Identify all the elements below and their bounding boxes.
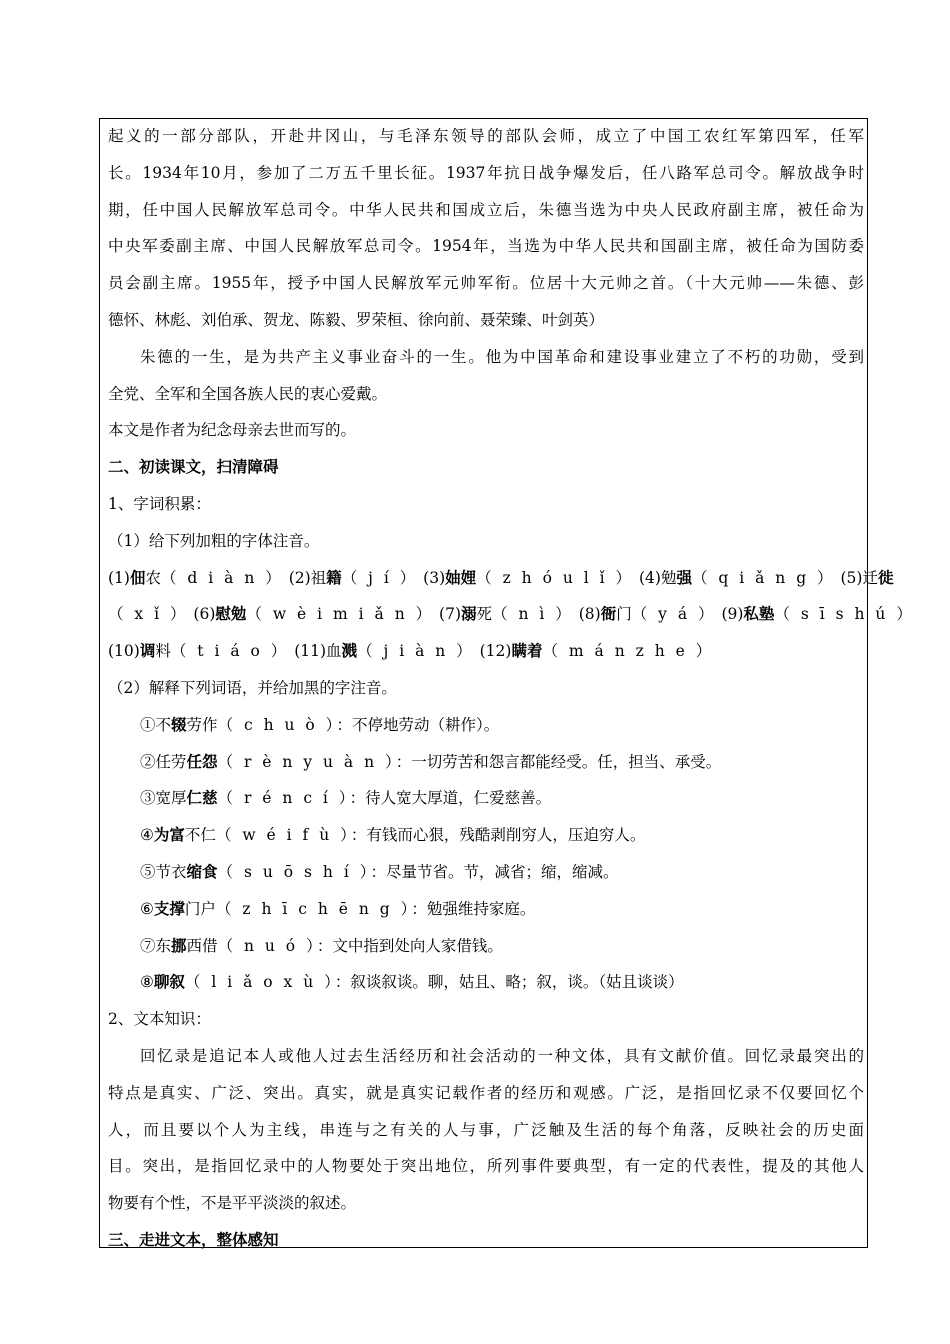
subheading-knowledge: 2、文本知识： [108, 1010, 211, 1029]
knowledge-line: 物要有个性，不是平平淡淡的叙述。 [108, 1194, 357, 1213]
vocab-item: ④为富不仁（ w é i f ù ）：有钱而心狠，残酷剥削穷人，压迫穷人。 [140, 825, 646, 845]
bio-line: 员会副主席。1955年，授予中国人民解放军元帅军衔。位居十大元帅之首。（十大元帅——朱德、彭 [108, 274, 864, 293]
bio-line: 中央军委副主席、中国人民解放军总司令。1954年，当选为中华人民共和国副主席，被任命为国防委 [108, 237, 864, 256]
knowledge-line: 目。突出，是指回忆录中的人物要处于突出地位，所列事件要典型，有一定的代表性，提及的其他人 [108, 1157, 864, 1176]
vocab-item: ⑧聊叙（ l i ǎ o x ù ）：叙谈叙谈。聊，姑且、略；叙，谈。（姑且谈谈） [140, 972, 684, 992]
pinyin-item: （ x ǐ ） [108, 605, 189, 624]
question-1: （1）给下列加粗的字体注音。 [108, 531, 320, 550]
bio-line: 朱德的一生，是为共产主义事业奋斗的一生。他为中国革命和建设事业建立了不朽的功勋，受到 [140, 347, 864, 366]
vocab-item: ⑦东挪西借（ n u ó ）：文中指到处向人家借钱。 [140, 935, 503, 955]
pinyin-item: (6)慰勉（ w è i m i ǎ n ） [193, 604, 435, 624]
vocab-item: ①不辍劳作（ c h u ò ）：不停地劳动（耕作）。 [140, 714, 500, 734]
pinyin-row [108, 633, 864, 670]
pinyin-item: (7)溺死（ n ì ） [439, 604, 574, 624]
pinyin-item: (12)瞒着（ m á n z h e ） [479, 641, 715, 661]
document-content [108, 118, 915, 1259]
bio-line: 期，任中国人民解放军总司令。中华人民共和国成立后，朱德当选为中央人民政府副主席，被任命为 [108, 200, 864, 219]
knowledge-line: 回忆录是追记本人或他人过去生活经历和社会活动的一种文体，具有文献价值。回忆录最突出的 [140, 1046, 864, 1065]
pinyin-item: (2)祖籍（ j í ） [288, 567, 419, 587]
vocab-item: ③宽厚仁慈（ r é n c í ）：待人宽大厚道，仁爱慈善。 [140, 788, 552, 808]
purpose-line: 本文是作者为纪念母亲去世而写的。 [108, 421, 357, 440]
knowledge-line: 特点是真实、广泛、突出。真实，就是真实记载作者的经历和观感。广泛，是指回忆录不仅要回忆个 [108, 1083, 864, 1102]
vocab-item: ②任劳任怨（ r è n y u à n ）：一切劳苦和怨言都能经受。任，担当、承受。 [140, 751, 722, 771]
subheading-vocab: 1、字词积累： [108, 494, 211, 513]
pinyin-item: (8)衙门（ y á ） [578, 604, 717, 624]
bio-line: 全党、全军和全国各族人民的衷心爱戴。 [108, 384, 388, 403]
bio-line: 起义的一部分部队，开赴井冈山，与毛泽东领导的部队会师，成立了中国工农红军第四军，任军 [108, 127, 864, 145]
pinyin-item: (5)迁徙 [840, 567, 894, 587]
question-2: （2）解释下列词语，并给加黑的字注音。 [108, 678, 397, 697]
pinyin-item: (4)勉强（ q i ǎ n g ） [638, 567, 836, 587]
pinyin-item: (9)私塾（ s ī s h ú ） [721, 604, 915, 624]
pinyin-item: (1)佃农（ d i à n ） [108, 567, 284, 587]
pinyin-item: (3)妯娌（ z h ó u l ǐ ） [423, 567, 635, 587]
knowledge-line: 人，而且要以个人为主线，串连与之有关的人与事，广泛触及生活的每个角落，反映社会的历史面 [108, 1120, 864, 1139]
bio-line: 德怀、林彪、刘伯承、贺龙、陈毅、罗荣桓、徐向前、聂荣臻、叶剑英） [108, 310, 605, 329]
pinyin-item: (10)调料（ t i á o ） [108, 641, 290, 661]
pinyin-row [108, 596, 915, 633]
pinyin-item: (11)血溅（ j i à n ） [294, 641, 475, 661]
section-2-heading: 二、初读课文，扫清障碍 [108, 457, 279, 477]
pinyin-row [108, 560, 894, 597]
section-3-heading: 三、走进文本，整体感知 [108, 1229, 279, 1249]
bio-line: 长。1934年10月，参加了二万五千里长征。1937年抗日战争爆发后，任八路军总司令。解放战争时 [108, 163, 864, 182]
vocab-item: ⑤节衣缩食（ s u ō s h í ）：尽量节省。节，减省；缩，缩减。 [140, 861, 619, 881]
vocab-item: ⑥支撑门户（ z h ī c h ē n g ）：勉强维持家庭。 [140, 898, 536, 918]
